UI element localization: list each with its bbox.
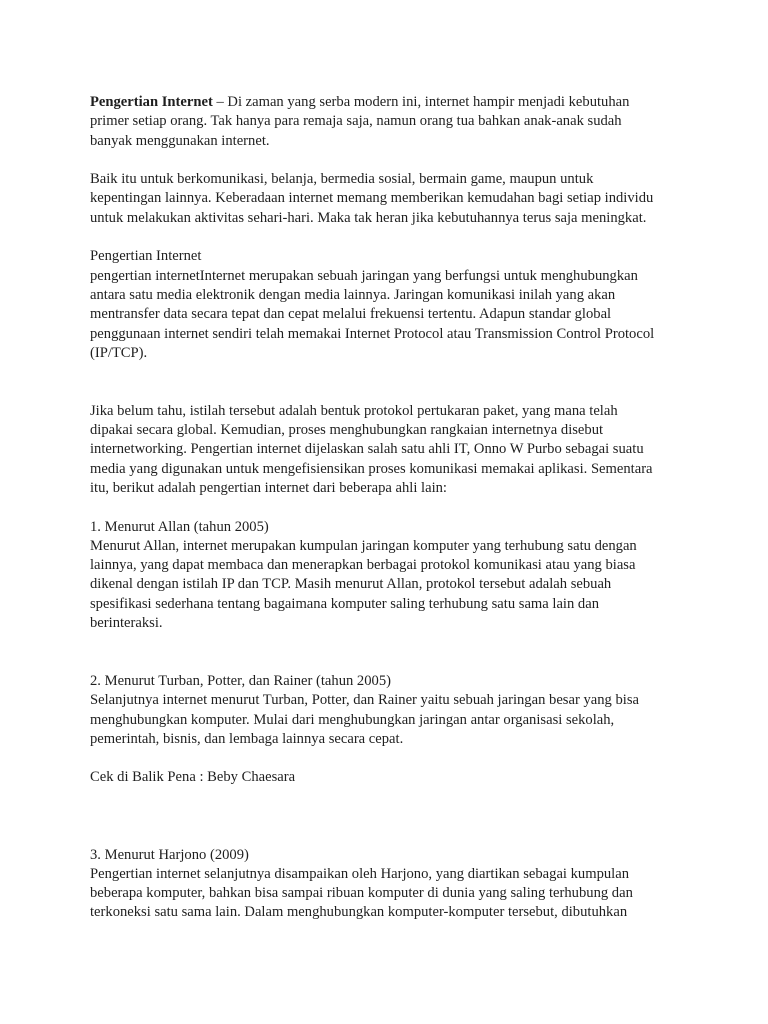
paragraph-2 [90,170,680,228]
paragraph-4-line: Jika belum tahu, istilah tersebut adalah bentuk protokol pertukaran paket, yang mana telah [90,402,618,419]
expert-2-line: pemerintah, bisnis, dan lembaga lainnya secara cepat. [90,730,404,747]
cek-line: Cek di Balik Pena : Beby Chaesara [90,769,296,786]
spacer [90,498,680,517]
expert-1-line: dikenal dengan istilah IP dan TCP. Masih menurut Allan, protokol tersebut adalah sebuah [90,576,612,593]
paragraph-3-line: penggunaan internet sendiri telah memakai Internet Protocol atau Transmission Control Protocol [90,325,655,342]
paragraph-3 [90,267,680,363]
intro-line-1 [90,93,680,112]
paragraph-2-line: Baik itu untuk berkomunikasi, belanja, bermedia sosial, bermain game, maupun untuk [90,171,594,188]
expert-3-heading: 3. Menurut Harjono (2009) [90,846,249,863]
expert-1-line: Menurut Allan, internet merupakan kumpulan jaringan komputer yang terhubung satu dengan [90,537,637,554]
expert-3-line: terkoneksi satu sama lain. Dalam menghubungkan komputer-komputer tersebut, dibutuhkan [90,904,628,921]
paragraph-4-line: itu, berikut adalah pengertian internet dari beberapa ahli lain: [90,479,447,496]
expert-3-line: beberapa komputer, bahkan bisa sampai ribuan komputer di dunia yang saling terhubung dan [90,885,633,902]
expert-1-heading: 1. Menurut Allan (tahun 2005) [90,518,269,535]
expert-2-line: menghubungkan komputer. Mulai dari menghubungkan jaringan antar organisasi sekolah, [90,711,615,728]
section-heading-text: Pengertian Internet [90,248,202,265]
cek-line-paragraph [90,768,680,787]
paragraph-4-line: internetworking. Pengertian internet dijelaskan salah satu ahli IT, Onno W Purbo sebagai suatu [90,441,644,458]
paragraph-4 [90,402,680,498]
paragraph-4-line: dipakai secara global. Kemudian, proses menghubungkan rangkaian internetnya disebut [90,422,604,439]
expert-1-section [90,518,680,634]
expert-3-line: Pengertian internet selanjutnya disampaikan oleh Harjono, yang diartikan sebagai kumpulan [90,865,629,882]
paragraph-3-line: antara satu media elektronik dengan media lainnya. Jaringan komunikasi inilah yang akan [90,286,616,303]
spacer [90,633,680,672]
paragraph-3-line: mentransfer data secara tepat dan cepat melalui frekuensi tertentu. Adapun standar global [90,306,612,323]
expert-2-line: Selanjutnya internet menurut Turban, Potter, dan Rainer yaitu sebuah jaringan besar yang bisa [90,692,639,709]
section-heading [90,247,680,266]
expert-1-line: lainnya, yang dapat membaca dan menerapkan berbagai protokol komunikasi atau yang biasa [90,557,636,574]
paragraph-2-line: kepentingan lainnya. Keberadaan internet memang memberikan kemudahan bagi setiap individu [90,190,654,207]
spacer [90,749,680,768]
expert-2-section [90,672,680,749]
intro-bold-lead: Pengertian Internet [90,94,213,110]
paragraph-3-line: pengertian internetInternet merupakan sebuah jaringan yang berfungsi untuk menghubungkan [90,267,638,284]
paragraph-3-line: (IP/TCP). [90,344,148,361]
intro-line-1-rest: – Di zaman yang serba modern ini, internet hampir menjadi kebutuhan [212,94,630,110]
intro-line-2: primer setiap orang. Tak hanya para remaja saja, namun orang tua bahkan anak-anak sudah [90,113,622,130]
paragraph-2-line: untuk melakukan aktivitas sehari-hari. Maka tak heran jika kebutuhannya terus saja meningkat. [90,209,647,226]
expert-2-heading: 2. Menurut Turban, Potter, dan Rainer (tahun 2005) [90,672,391,689]
spacer [90,151,680,170]
document-body [90,93,680,923]
intro-paragraph [90,93,680,151]
expert-1-line: spesifikasi sederhana tentang bagaimana komputer saling terhubung satu sama lain dan [90,595,600,612]
expert-1-line: berinteraksi. [90,615,163,632]
spacer [90,228,680,247]
intro-line-3: banyak menggunakan internet. [90,132,270,149]
spacer [90,788,680,846]
paragraph-4-line: media yang digunakan untuk mengefisiensikan proses komunikasi memakai aplikasi. Sementara [90,460,653,477]
spacer [90,363,680,402]
expert-3-section [90,846,680,923]
